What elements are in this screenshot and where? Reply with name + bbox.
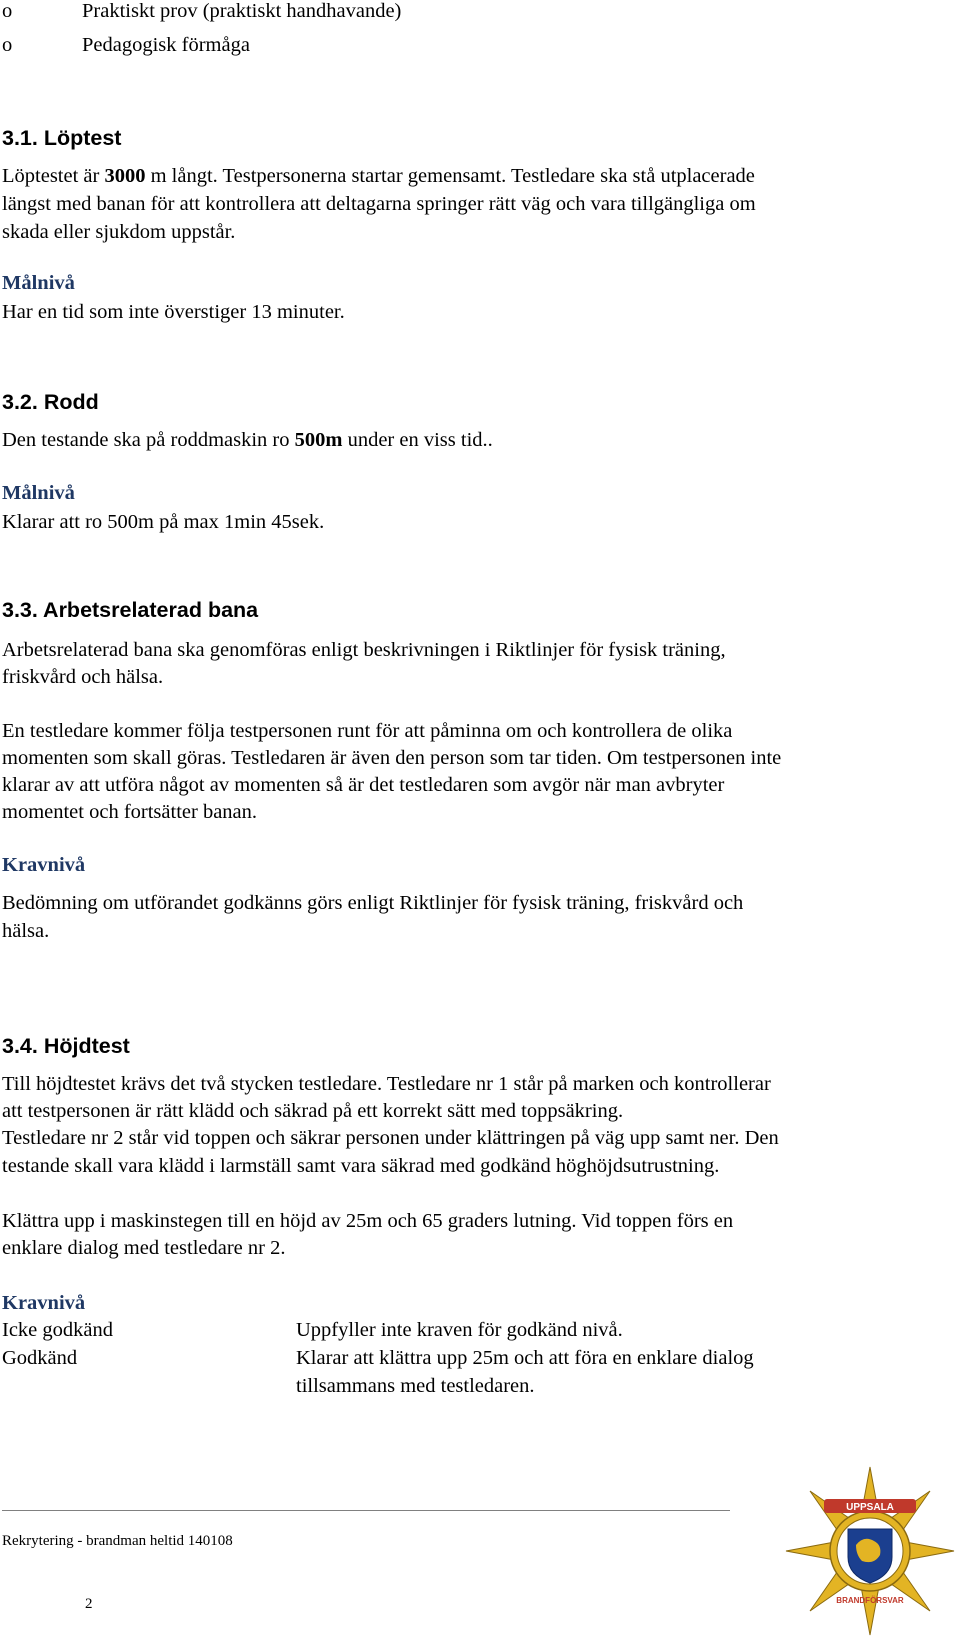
grade-description: Uppfyller inte kraven för godkänd nivå. — [296, 1319, 623, 1341]
paragraph-line: klarar av att utföra något av momenten så är det testledaren som avgör när man avbryter — [2, 774, 725, 796]
paragraph-line: längst med banan för att kontrollera att deltagarna springer rätt väg och vara tillgängliga om — [2, 193, 756, 215]
paragraph-line: Bedömning om utförandet godkänns görs enligt Riktlinjer för fysisk träning, friskvård och — [2, 892, 744, 914]
logo-top-text: UPPSALA — [846, 1502, 894, 1513]
paragraph-line: momenten som skall göras. Testledaren är även den person som tar tiden. Om testpersonen inte — [2, 747, 782, 769]
grade-description: tillsammans med testledaren. — [296, 1375, 535, 1397]
bullet-item: Pedagogisk förmåga — [82, 34, 250, 56]
paragraph-line: att testpersonen är rätt klädd och säkrad på ett korrekt sätt med toppsäkring. — [2, 1100, 624, 1122]
paragraph-line: skada eller sjukdom uppstår. — [2, 221, 236, 243]
grade-label: Godkänd — [2, 1347, 78, 1369]
goal-label: Målnivå — [2, 482, 75, 504]
paragraph-line: Löptestet är 3000 m långt. Testpersonerna startar gemensamt. Testledare ska stå utplacerade — [2, 165, 755, 187]
goal-text: Har en tid som inte överstiger 13 minuter. — [2, 301, 345, 323]
section-heading-rodd: 3.2. Rodd — [2, 390, 99, 414]
section-heading-lop: 3.1. Löptest — [2, 126, 122, 150]
paragraph-line: Klättra upp i maskinstegen till en höjd av 25m och 65 graders lutning. Vid toppen förs en — [2, 1210, 734, 1232]
bullet-marker: o — [2, 0, 13, 22]
fire-brigade-emblem-icon — [785, 1466, 955, 1636]
requirement-label: Kravnivå — [2, 854, 86, 876]
paragraph-line: enklare dialog med testledare nr 2. — [2, 1237, 286, 1259]
footer-text: Rekrytering - brandman heltid 140108 — [2, 1533, 233, 1549]
requirement-label: Kravnivå — [2, 1292, 86, 1314]
paragraph-line: Arbetsrelaterad bana ska genomföras enligt beskrivningen i Riktlinjer för fysisk träning, — [2, 639, 726, 661]
paragraph-line: En testledare kommer följa testpersonen runt för att påminna om och kontrollera de olika — [2, 720, 733, 742]
paragraph-line: testande skall vara klädd i larmställ samt vara säkrad med godkänd höghöjdsutrustning. — [2, 1155, 720, 1177]
bullet-item: Praktiskt prov (praktiskt handhavande) — [82, 0, 402, 22]
paragraph-line: momentet och fortsätter banan. — [2, 801, 258, 823]
paragraph-line: Den testande ska på roddmaskin ro 500m under en viss tid.. — [2, 429, 493, 451]
paragraph-line: Testledare nr 2 står vid toppen och säkrar personen under klättringen på väg upp samt ner. Den — [2, 1127, 779, 1149]
section-heading-arbetsrelaterad: 3.3. Arbetsrelaterad bana — [2, 598, 259, 622]
logo-bottom-text: BRANDFÖRSVAR — [836, 1596, 904, 1605]
goal-text: Klarar att ro 500m på max 1min 45sek. — [2, 511, 325, 533]
bullet-marker: o — [2, 34, 13, 56]
section-heading-hojd: 3.4. Höjdtest — [2, 1034, 130, 1058]
grade-label: Icke godkänd — [2, 1319, 113, 1341]
page-number: 2 — [85, 1596, 93, 1612]
paragraph-line: Till höjdtestet krävs det två stycken testledare. Testledare nr 1 står på marken och kontrollerar — [2, 1073, 771, 1095]
grade-description: Klarar att klättra upp 25m och att föra en enklare dialog — [296, 1347, 754, 1369]
paragraph-line: friskvård och hälsa. — [2, 666, 164, 688]
paragraph-line: hälsa. — [2, 920, 50, 942]
emblem-star — [786, 1467, 954, 1635]
footer-divider — [2, 1510, 730, 1511]
goal-label: Målnivå — [2, 272, 75, 294]
